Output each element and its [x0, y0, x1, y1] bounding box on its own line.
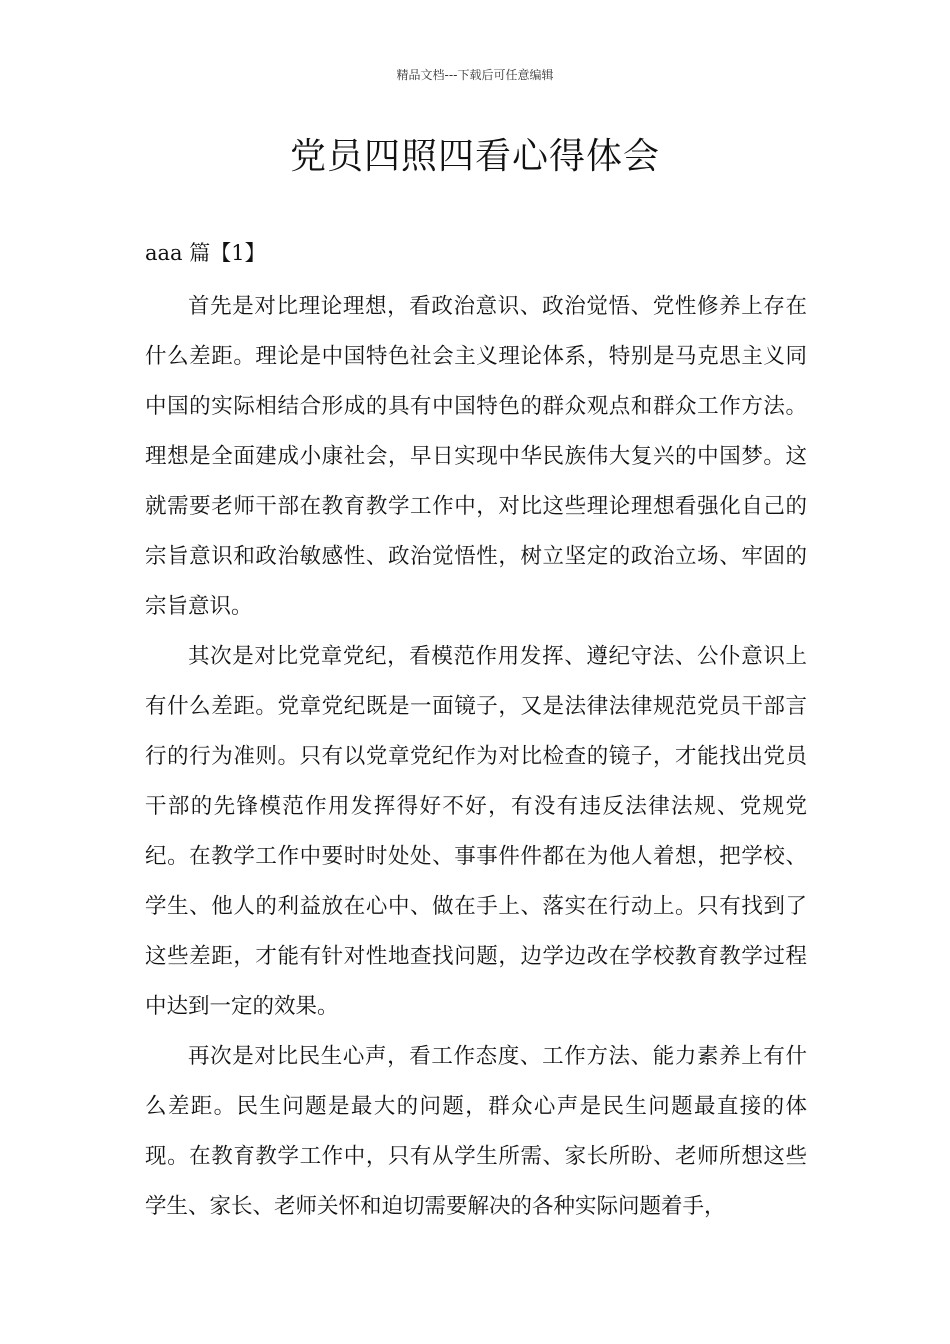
document-title: 党员四照四看心得体会: [289, 136, 660, 177]
paragraph-1: 首先是对比理论理想，看政治意识、政治觉悟、党性修养上存在什么差距。理论是中国特色社会主义理论体系，特别是马克思主义同中国的实际相结合形成的具有中国特色的群众观点和群众工作方法。理想是全面建成小康社会，早日实现中华民族伟大复兴的中国梦。这就需要老师干部在教育教学工作中，对比这些理论理想看强化自己的宗旨意识和政治敏感性、政治觉悟性，树立坚定的政治立场、牢固的宗旨意识。: [145, 294, 807, 619]
document-body: [145, 282, 807, 1232]
paragraph-2: 其次是对比党章党纪，看模范作用发挥、遵纪守法、公仆意识上有什么差距。党章党纪既是一面镜子，又是法律法律规范党员干部言行的行为准则。只有以党章党纪作为对比检查的镜子，才能找出党员干部的先锋模范作用发挥得好不好，有没有违反法律法规、党规党纪。在教学工作中要时时处处、事事件件都在为他人着想，把学校、学生、他人的利益放在心中、做在手上、落实在行动上。只有找到了这些差距，才能有针对性地查找问题，边学边改在学校教育教学过程中达到一定的效果。: [145, 644, 807, 1019]
header-note: 精品文档---下载后可任意编辑: [396, 68, 554, 82]
paragraph-3: 再次是对比民生心声，看工作态度、工作方法、能力素养上有什么差距。民生问题是最大的问题，群众心声是民生问题最直接的体现。在教育教学工作中，只有从学生所需、家长所盼、老师所想这些学生、家长、老师关怀和迫切需要解决的各种实际问题着手，: [145, 1044, 807, 1219]
section-heading: aaa 篇【1】: [145, 241, 266, 265]
